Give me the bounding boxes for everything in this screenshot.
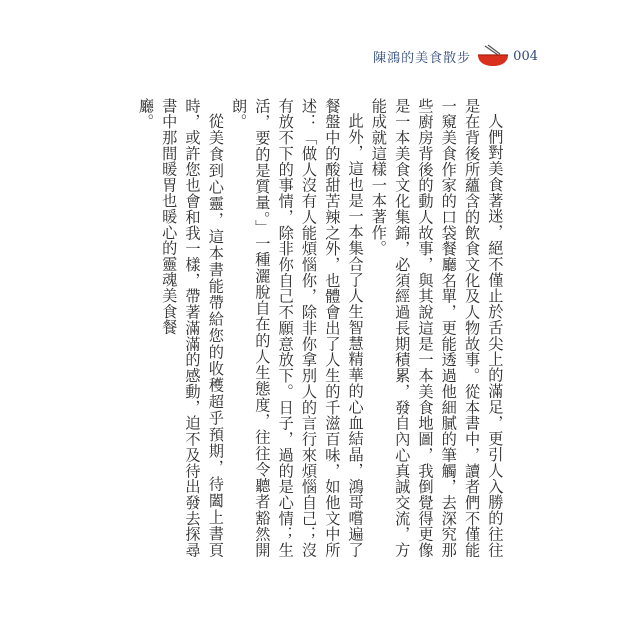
paragraph: 從美食到心靈，這本書能帶給您的收穫超乎預期，待闔上書頁時，或許您也會和我一樣，帶著滿滿的感動，迫不及待出發去探尋書中那間暖胃也暖心的靈魂美食餐 — [160, 98, 225, 558]
paragraph: 此外，這也是一本集合了人生智慧精華的心血結晶，鴻哥嚐遍了餐盤中的酸甜苦辣之外，也體會出了人生的千滋百味，如他文中所述：「做人沒有人能煩惱你，除非你拿別人的言行來煩惱自己；沒有放不下的事情，除非你自己不願意放下。日子，過的是心情；生活，要的是質量。」一種灑脫自在的人生態度，往往令聽者豁然開朗。 — [230, 98, 365, 558]
running-header — [373, 44, 538, 68]
page-number: 004 — [513, 48, 538, 64]
book-title: 陳鴻的美食散步 — [373, 50, 472, 66]
body-text — [134, 98, 507, 558]
noodle-bowl-icon — [475, 44, 511, 68]
paragraph: 廳。 — [136, 98, 155, 130]
paragraph: 人們對美食著迷，絕不僅止於舌尖上的滿足，更引人入勝的往往是在背後所蘊含的飲食文化及人物故事。從本書中，讀者們不僅能一窺美食作家的口袋餐廳名單，更能透過他細膩的筆觸，去深究那些廚房背後的動人故事，與其說這是一本美食地圖，我倒覺得更像是一本美食文化集錦，必須經過長期積累，發自內心真誠交流，方能成就這樣一本著作。 — [369, 98, 505, 558]
